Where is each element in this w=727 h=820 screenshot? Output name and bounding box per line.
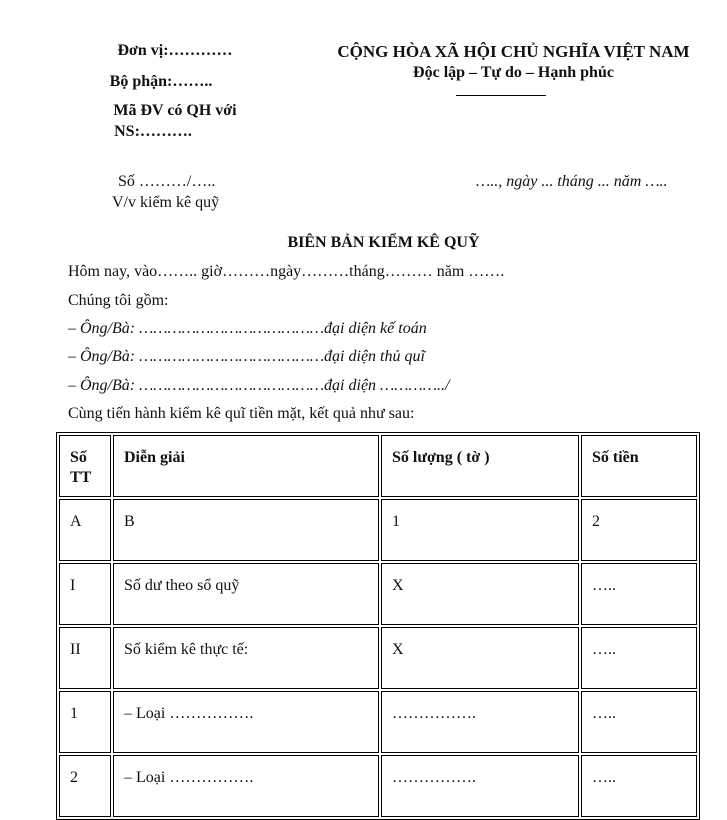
table-row xyxy=(59,499,697,561)
country-name: CỘNG HÒA XÃ HỘI CHỦ NGHĨA VIỆT NAM xyxy=(337,42,690,61)
cell-quantity: 1 xyxy=(381,499,579,561)
unit-label: Đơn vị:………… xyxy=(117,42,233,59)
document-date: ….., ngày ... tháng ... năm ….. xyxy=(476,173,668,190)
header-index: Số TT xyxy=(59,435,111,497)
cell-quantity: X xyxy=(381,563,579,625)
cell-quantity: ……………. xyxy=(381,691,579,753)
table-header-row xyxy=(59,435,697,497)
result-line: Cùng tiến hành kiểm kê quĩ tiền mặt, kết quả như sau: xyxy=(68,405,415,422)
table-row xyxy=(59,563,697,625)
cell-description: Số dư theo sổ quỹ xyxy=(113,563,379,625)
cell-quantity: ……………. xyxy=(381,755,579,817)
cell-description: Số kiểm kê thực tế: xyxy=(113,627,379,689)
unit-code-label: Mã ĐV có QH với xyxy=(113,102,237,119)
cell-amount: ….. xyxy=(581,563,697,625)
cell-index: I xyxy=(59,563,111,625)
member-other: – Ông/Bà: …………………………………đại diện …………../ xyxy=(68,377,450,394)
table-row xyxy=(59,691,697,753)
motto-underline xyxy=(456,95,546,96)
cell-amount: 2 xyxy=(581,499,697,561)
unit-code-value: NS:………. xyxy=(114,123,192,140)
cell-index: 1 xyxy=(59,691,111,753)
table-row xyxy=(59,755,697,817)
cell-amount: ….. xyxy=(581,755,697,817)
members-label: Chúng tôi gồm: xyxy=(68,292,169,309)
header-amount: Số tiền xyxy=(581,435,697,497)
cell-amount: ….. xyxy=(581,627,697,689)
page-title: BIÊN BẢN KIỂM KÊ QUỸ xyxy=(287,234,480,251)
cell-quantity: X xyxy=(381,627,579,689)
document-subject: V/v kiểm kê quỹ xyxy=(112,194,220,211)
cell-index: A xyxy=(59,499,111,561)
header-quantity: Số lượng ( tờ ) xyxy=(381,435,579,497)
table-row xyxy=(59,627,697,689)
cell-description: B xyxy=(113,499,379,561)
member-cashier: – Ông/Bà: …………………………………đại diện thủ quĩ xyxy=(68,348,425,365)
cell-amount: ….. xyxy=(581,691,697,753)
inventory-table xyxy=(56,432,700,820)
department-label: Bộ phận:…….. xyxy=(109,73,213,90)
motto: Độc lập – Tự do – Hạnh phúc xyxy=(413,64,614,81)
cell-index: 2 xyxy=(59,755,111,817)
member-accountant: – Ông/Bà: …………………………………đại diện kế toán xyxy=(68,320,427,337)
cell-index: II xyxy=(59,627,111,689)
document-number: Số ………/….. xyxy=(118,173,216,190)
header-description: Diễn giải xyxy=(113,435,379,497)
cell-description: – Loại ……………. xyxy=(113,691,379,753)
cell-description: – Loại ……………. xyxy=(113,755,379,817)
time-line: Hôm nay, vào…….. giờ………ngày………tháng……… năm ……. xyxy=(68,263,505,280)
